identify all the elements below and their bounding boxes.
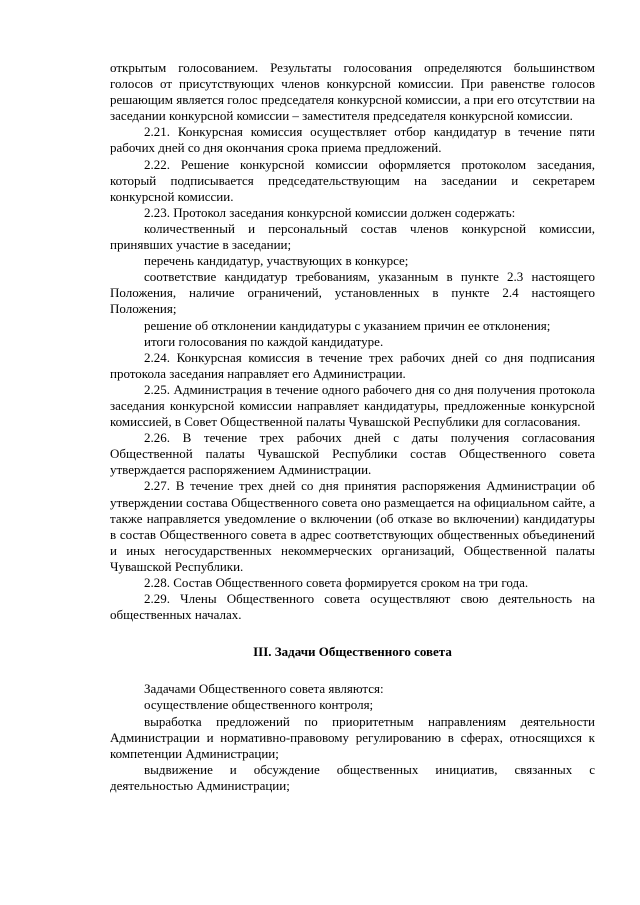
paragraph: открытым голосованием. Результаты голосования определяются большинством голосов от присутствующих членов конкурсной комиссии. При равенстве голосов решающим является голос председателя конкурсной комиссии, а при его отсутствии на заседании конкурсной комиссии – заместителя председателя конкурсной комиссии. xyxy=(110,60,595,124)
paragraph: 2.21. Конкурсная комиссия осуществляет отбор кандидатур в течение пяти рабочих дней со дня окончания срока приема предложений. xyxy=(110,124,595,156)
paragraph: выработка предложений по приоритетным направлениям деятельности Администрации и нормативно-правовому регулированию в сферах, относящихся к компетенции Администрации; xyxy=(110,713,595,761)
paragraph: итоги голосования по каждой кандидатуре. xyxy=(144,333,384,349)
section-heading: III. Задачи Общественного совета xyxy=(253,644,452,660)
paragraph: осуществление общественного контроля; xyxy=(144,697,374,713)
paragraph: соответствие кандидатур требованиям, указанным в пункте 2.3 настоящего Положения, наличие ограничений, установленных в пункте 2.4 настоящего Положения; xyxy=(110,269,595,317)
paragraph: 2.22. Решение конкурсной комиссии оформляется протоколом заседания, который подписывается председательствующим на заседании и секретарем конкурсной комиссии. xyxy=(110,156,595,204)
paragraph: 2.26. В течение трех рабочих дней с даты получения согласования Общественной палаты Чувашской Республики состав Общественного совета утверждается распоряжением Администрации. xyxy=(110,430,595,478)
paragraph: 2.25. Администрация в течение одного рабочего дня со дня получения протокола заседания конкурсной комиссии направляет кандидатуры, предложенные конкурсной комиссией, в Совет Общественной палаты Чувашской Республики для согласования. xyxy=(110,381,595,430)
paragraph: выдвижение и обсуждение общественных инициатив, связанных с деятельностью Администрации; xyxy=(110,761,595,793)
paragraph: 2.23. Протокол заседания конкурсной комиссии должен содержать: xyxy=(144,204,516,220)
paragraph: решение об отклонении кандидатуры с указанием причин ее отклонения; xyxy=(144,317,551,333)
paragraph: количественный и персональный состав членов конкурсной комиссии, принявших участие в заседании; xyxy=(110,220,595,253)
document-page xyxy=(110,60,595,794)
paragraph: 2.29. Члены Общественного совета осуществляют свою деятельность на общественных началах. xyxy=(110,591,595,623)
paragraph: 2.24. Конкурсная комиссия в течение трех рабочих дней со дня подписания протокола заседания направляет его Администрации. xyxy=(110,349,595,381)
paragraph: Задачами Общественного совета являются: xyxy=(144,681,384,697)
paragraph: перечень кандидатур, участвующих в конкурсе; xyxy=(144,253,409,269)
paragraph: 2.27. В течение трех дней со дня принятия распоряжения Администрации об утверждении состава Общественного совета оно размещается на официальном сайте, а также направляется уведомление о включении (об отказе во включении) кандидатуры в состав Общественного совета в адрес соответствующих общественных объединений и иных негосударственных некоммерческих организаций, Общественной палаты Чувашской Республики. xyxy=(110,478,595,574)
paragraph: 2.28. Состав Общественного совета формируется сроком на три года. xyxy=(144,575,529,590)
